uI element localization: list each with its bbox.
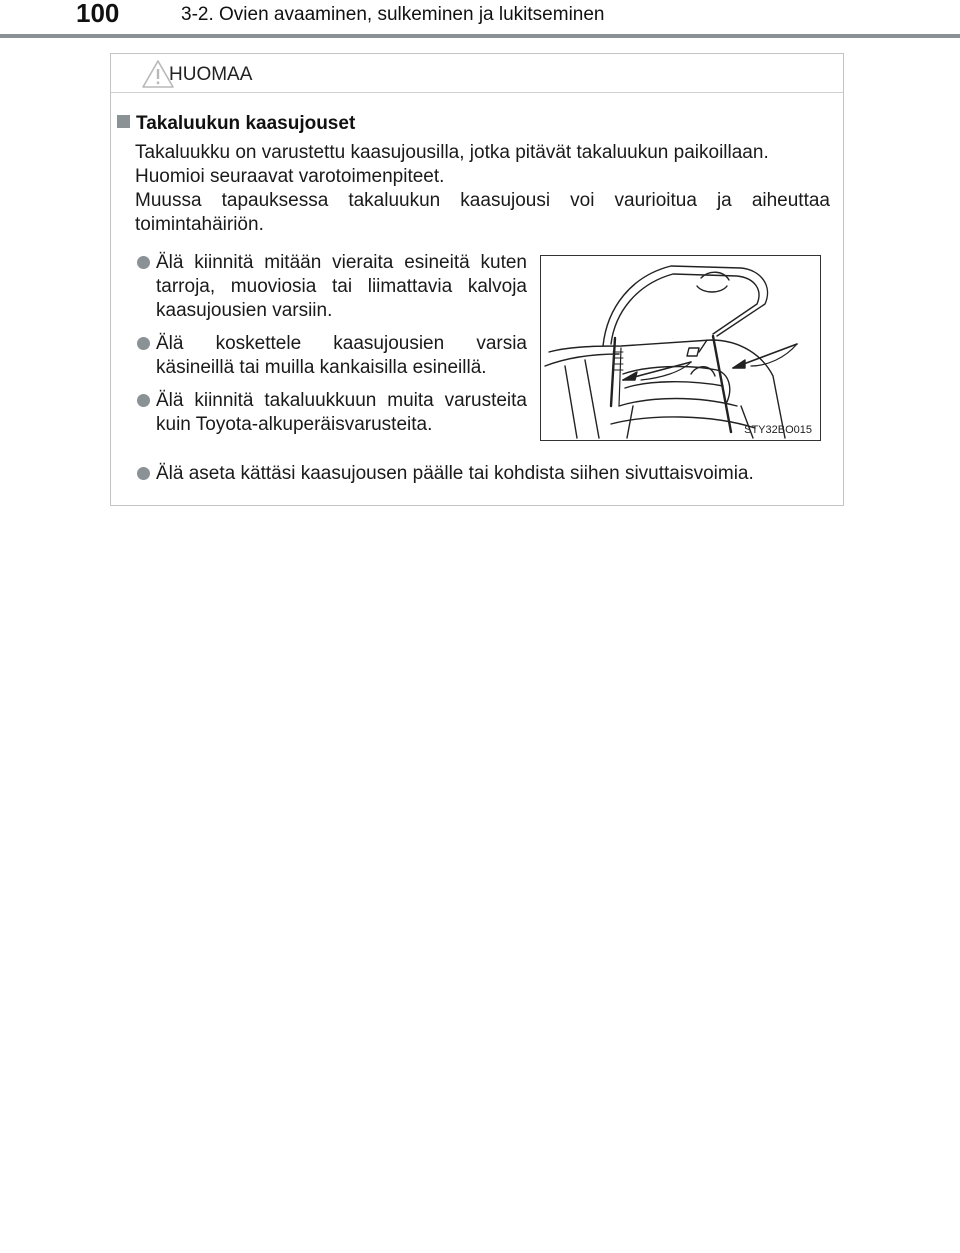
bullet-item-last <box>137 462 856 486</box>
circle-bullet-icon <box>137 467 150 480</box>
notice-header <box>111 54 843 93</box>
paragraph-line: Huomioi seuraavat varotoimenpiteet. <box>135 166 445 187</box>
bullet-text: Älä kiinnitä mitään vieraita esineitä kuten tarroja, muoviosia tai liimattavia kalvoja kaasujousien varsiin. <box>156 252 527 321</box>
bullet-item <box>137 332 527 380</box>
bullet-text: Älä koskettele kaasujousien varsia käsineillä tai muilla kankaisilla esineillä. <box>156 333 527 378</box>
bullet-text: Älä aseta kättäsi kaasujousen päälle tai kohdista siihen sivuttaisvoimia. <box>156 463 754 484</box>
circle-bullet-icon <box>137 256 150 269</box>
bullet-list <box>137 251 527 446</box>
circle-bullet-icon <box>137 337 150 350</box>
section-title: 3-2. Ovien avaaminen, sulkeminen ja lukitseminen <box>181 4 605 25</box>
subheading <box>117 113 355 135</box>
figure-code: STY32BO015 <box>744 424 812 436</box>
header-rule <box>0 34 960 38</box>
bullet-text: Älä kiinnitä takaluukkuun muita varusteita kuin Toyota-alkuperäisvarusteita. <box>156 390 527 435</box>
notice-box <box>110 53 844 506</box>
page-number: 100 <box>76 0 120 28</box>
paragraph-line: Muussa tapauksessa takaluukun kaasujousi voi vaurioitua ja aiheuttaa toimintahäiriön. <box>135 190 830 235</box>
bullet-item <box>137 389 527 437</box>
bullet-item <box>137 251 527 323</box>
notice-label: HUOMAA <box>169 64 253 85</box>
circle-bullet-icon <box>137 394 150 407</box>
subheading-text: Takaluukun kaasujouset <box>136 113 356 134</box>
intro-paragraph <box>135 141 830 237</box>
tailgate-illustration <box>541 256 819 439</box>
paragraph-line: Takaluukku on varustettu kaasujousilla, jotka pitävät takaluukun paikoillaan. <box>135 142 769 163</box>
figure-tailgate-gas-struts <box>540 255 821 441</box>
square-bullet-icon <box>117 115 130 128</box>
